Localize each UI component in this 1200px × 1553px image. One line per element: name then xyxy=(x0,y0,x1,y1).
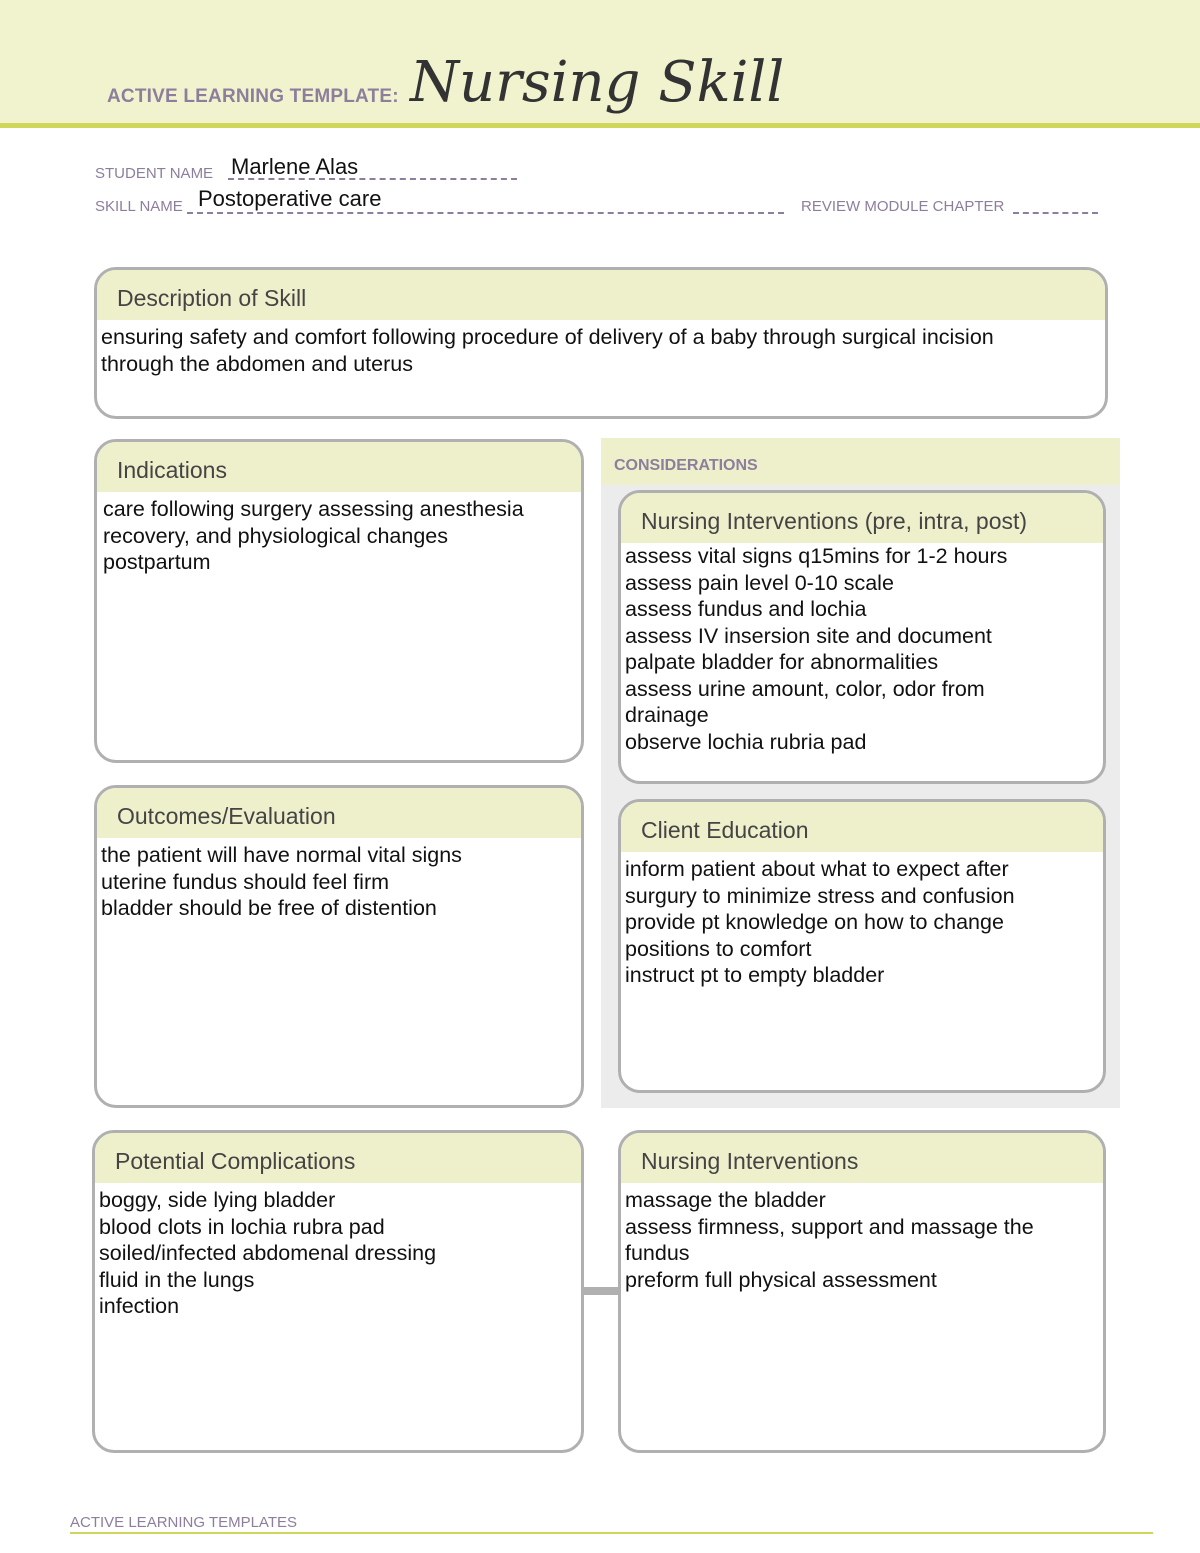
skill-name-label: SKILL NAME xyxy=(95,198,183,215)
template-label: ACTIVE LEARNING TEMPLATE: xyxy=(107,86,399,107)
nursing-interventions-pre-text[interactable]: assess vital signs q15mins for 1-2 hours assess pain level 0-10 scale assess fundus and lochia assess IV insersion site and document palpate bladder for abnormalities assess urine amount, color, odor from drainage observe lochia rubria pad xyxy=(625,544,1008,754)
client-education-title: Client Education xyxy=(621,802,1103,852)
nursing-interventions-title: Nursing Interventions xyxy=(621,1133,1103,1183)
skill-name-field[interactable]: Postoperative care xyxy=(198,186,382,211)
outcomes-box xyxy=(94,785,584,1108)
student-name-label: STUDENT NAME xyxy=(95,165,214,182)
footer-line xyxy=(70,1532,1153,1534)
review-module-label: REVIEW MODULE CHAPTER xyxy=(801,198,1005,215)
review-module-line xyxy=(1013,212,1098,214)
outcomes-text[interactable]: the patient will have normal vital signs uterine fundus should feel firm bladder should be free of distention xyxy=(101,843,462,920)
complications-text[interactable]: boggy, side lying bladder blood clots in lochia rubra pad soiled/infected abdomenal dressing fluid in the lungs infection xyxy=(99,1188,437,1318)
nursing-interventions-pre-title: Nursing Interventions (pre, intra, post) xyxy=(621,493,1103,543)
complications-box xyxy=(92,1130,584,1453)
indications-title: Indications xyxy=(97,442,581,492)
nursing-interventions-pre-box xyxy=(618,490,1106,784)
client-education-text[interactable]: inform patient about what to expect after surgury to minimize stress and confusion provide pt knowledge on how to change positions to comfort instruct pt to empty bladder xyxy=(625,857,1015,987)
connector xyxy=(583,1287,620,1295)
description-box xyxy=(94,267,1108,419)
skill-name-line xyxy=(187,212,784,214)
page-title: Nursing Skill xyxy=(410,50,785,115)
student-name-field[interactable]: Marlene Alas xyxy=(231,154,359,179)
considerations-label: CONSIDERATIONS xyxy=(601,438,1120,485)
indications-box xyxy=(94,439,584,763)
page-header xyxy=(0,0,1200,128)
complications-title: Potential Complications xyxy=(95,1133,581,1183)
indications-text[interactable]: care following surgery assessing anesthesia recovery, and physiological changes postpartum xyxy=(103,497,524,574)
outcomes-title: Outcomes/Evaluation xyxy=(97,788,581,838)
nursing-interventions-text[interactable]: massage the bladder assess firmness, support and massage the fundus preform full physical assessment xyxy=(625,1188,1034,1292)
description-title: Description of Skill xyxy=(97,270,1105,320)
client-education-box xyxy=(618,799,1106,1093)
nursing-interventions-box xyxy=(618,1130,1106,1453)
description-text[interactable]: ensuring safety and comfort following procedure of delivery of a baby through surgical incision through the abdomen and uterus xyxy=(101,325,994,376)
footer-text: ACTIVE LEARNING TEMPLATES xyxy=(70,1514,297,1531)
